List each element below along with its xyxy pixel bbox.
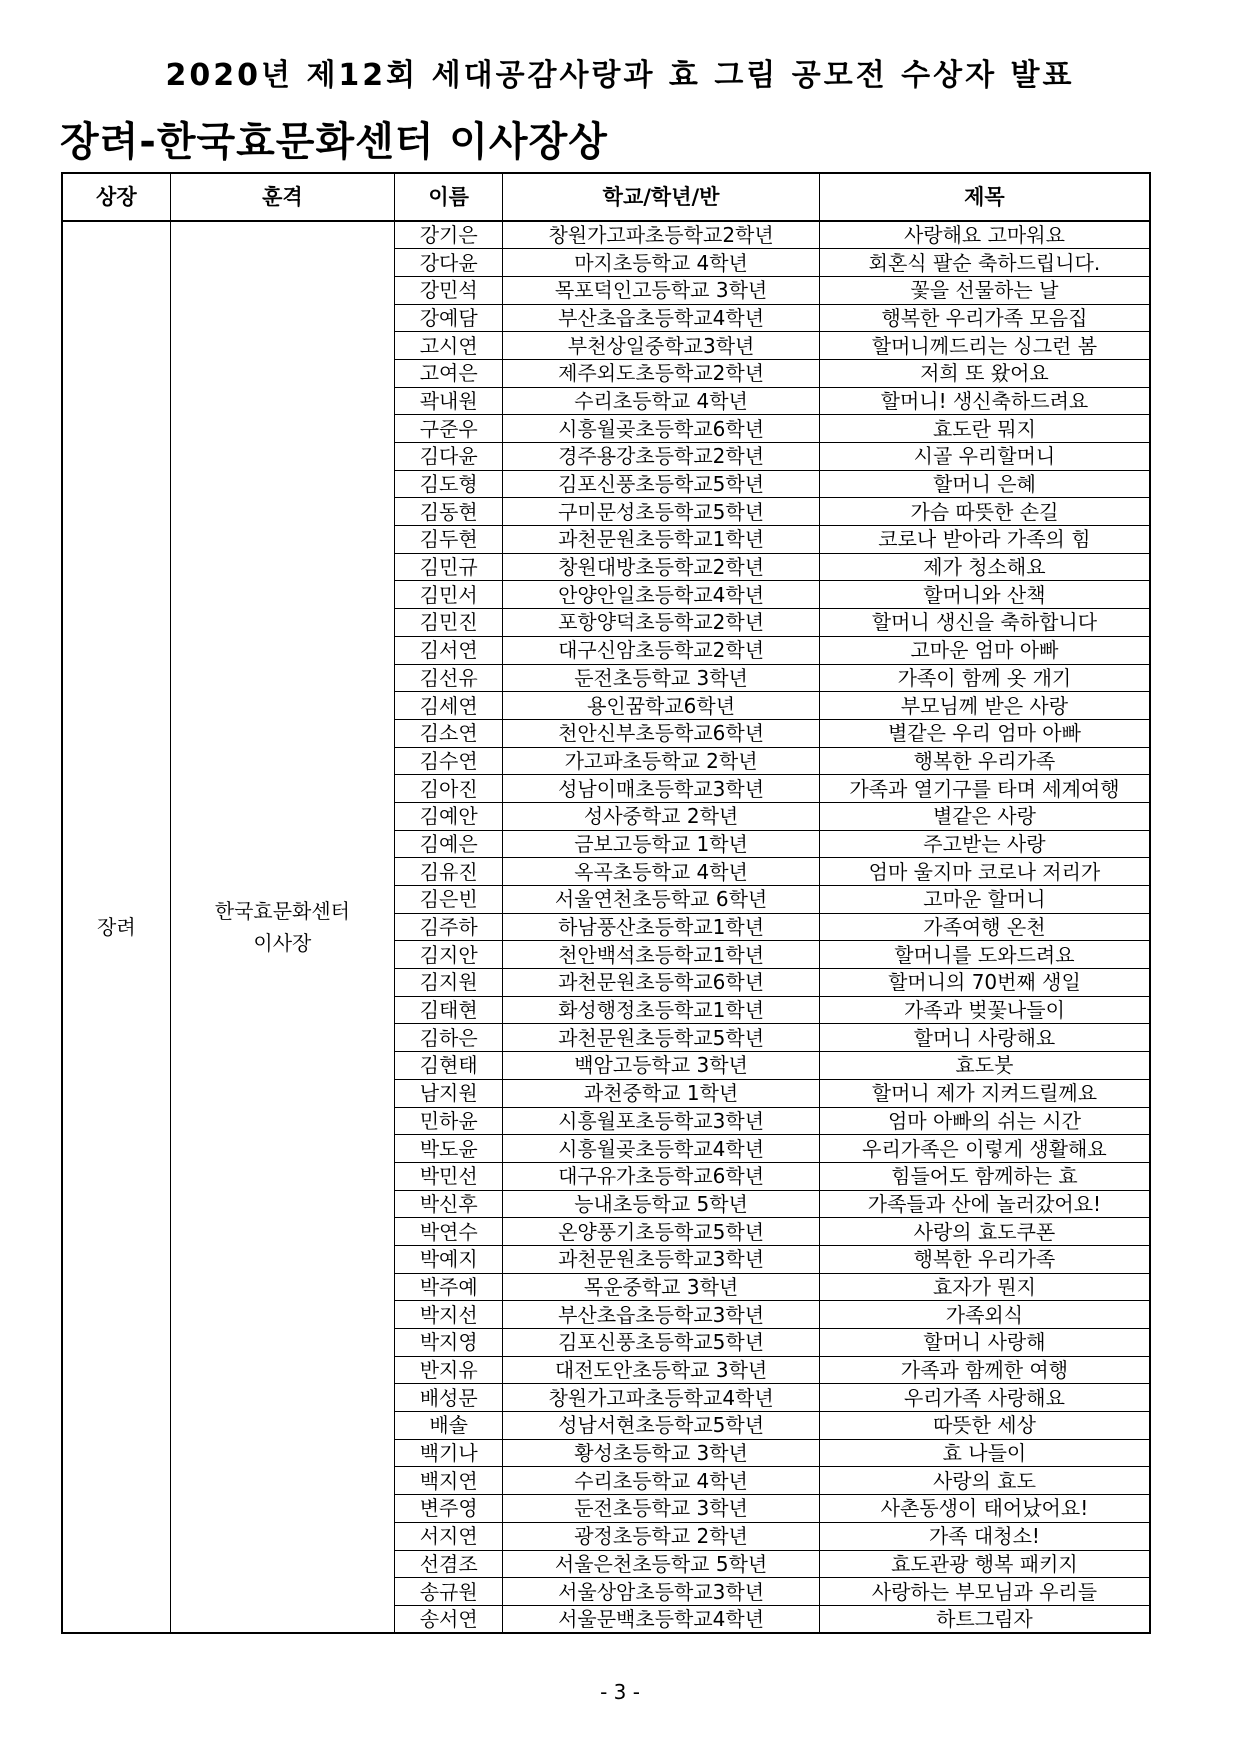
school-cell: 하남풍산초등학교1학년 <box>503 913 820 941</box>
name-cell: 백기나 <box>395 1439 503 1467</box>
rank-cell <box>170 221 394 1633</box>
name-cell: 김현태 <box>395 1052 503 1080</box>
name-cell: 김다윤 <box>395 443 503 471</box>
work-title-cell: 가족여행 온천 <box>819 913 1150 941</box>
work-title-cell: 할머니 사랑해 <box>819 1329 1150 1357</box>
document-title: 2020년 제12회 세대공감사랑과 효 그림 공모전 수상자 발표 <box>165 58 1075 93</box>
name-cell: 박주예 <box>395 1273 503 1301</box>
work-title-cell: 할머니 제가 지켜드릴께요 <box>819 1079 1150 1107</box>
work-title-cell: 회혼식 팔순 축하드립니다. <box>819 249 1150 277</box>
header-school: 학교/학년/반 <box>503 173 820 221</box>
school-cell: 성사중학교 2학년 <box>503 802 820 830</box>
school-cell: 용인꿈학교6학년 <box>503 692 820 720</box>
name-cell: 김동현 <box>395 498 503 526</box>
work-title-cell: 별같은 우리 엄마 아빠 <box>819 719 1150 747</box>
school-cell: 과천문원초등학교3학년 <box>503 1245 820 1273</box>
school-cell: 목운중학교 3학년 <box>503 1273 820 1301</box>
name-cell: 백지연 <box>395 1467 503 1495</box>
work-title-cell: 제가 청소해요 <box>819 553 1150 581</box>
work-title-cell: 코로나 받아라 가족의 힘 <box>819 526 1150 554</box>
school-cell: 성남서현초등학교5학년 <box>503 1412 820 1440</box>
name-cell: 김서연 <box>395 636 503 664</box>
header-work-title: 제목 <box>819 173 1150 221</box>
work-title-cell: 할머니를 도와드려요 <box>819 941 1150 969</box>
work-title-cell: 할머니! 생신축하드려요 <box>819 387 1150 415</box>
name-cell: 민하윤 <box>395 1107 503 1135</box>
header-rank: 훈격 <box>170 173 394 221</box>
work-title-cell: 사랑의 효도쿠폰 <box>819 1218 1150 1246</box>
work-title-cell: 주고받는 사랑 <box>819 830 1150 858</box>
work-title-cell: 가족과 벚꽃나들이 <box>819 996 1150 1024</box>
work-title-cell: 부모님께 받은 사랑 <box>819 692 1150 720</box>
table-header-row <box>62 173 1150 221</box>
name-cell: 송서연 <box>395 1605 503 1633</box>
work-title-cell: 할머니의 70번째 생일 <box>819 969 1150 997</box>
school-cell: 부산초읍초등학교3학년 <box>503 1301 820 1329</box>
name-cell: 김하은 <box>395 1024 503 1052</box>
school-cell: 화성행정초등학교1학년 <box>503 996 820 1024</box>
school-cell: 둔전초등학교 3학년 <box>503 1495 820 1523</box>
work-title-cell: 할머니 은혜 <box>819 470 1150 498</box>
school-cell: 서울문백초등학교4학년 <box>503 1605 820 1633</box>
rank-line-2: 이사장 <box>253 931 312 956</box>
school-cell: 창원대방초등학교2학년 <box>503 553 820 581</box>
name-cell: 김민서 <box>395 581 503 609</box>
work-title-cell: 할머니 사랑해요 <box>819 1024 1150 1052</box>
school-cell: 포항양덕초등학교2학년 <box>503 609 820 637</box>
name-cell: 송규원 <box>395 1578 503 1606</box>
name-cell: 김은빈 <box>395 886 503 914</box>
name-cell: 박신후 <box>395 1190 503 1218</box>
page-number: - 3 - <box>600 1680 640 1704</box>
header-name: 이름 <box>395 173 503 221</box>
name-cell: 김소연 <box>395 719 503 747</box>
school-cell: 경주용강초등학교2학년 <box>503 443 820 471</box>
school-cell: 가고파초등학교 2학년 <box>503 747 820 775</box>
name-cell: 김지원 <box>395 969 503 997</box>
work-title-cell: 가족과 함께한 여행 <box>819 1356 1150 1384</box>
school-cell: 대전도안초등학교 3학년 <box>503 1356 820 1384</box>
work-title-cell: 행복한 우리가족 <box>819 1245 1150 1273</box>
school-cell: 창원가고파초등학교2학년 <box>503 221 820 249</box>
work-title-cell: 행복한 우리가족 <box>819 747 1150 775</box>
work-title-cell: 엄마 울지마 코로나 저리가 <box>819 858 1150 886</box>
school-cell: 백암고등학교 3학년 <box>503 1052 820 1080</box>
work-title-cell: 효자가 뭔지 <box>819 1273 1150 1301</box>
name-cell: 강다윤 <box>395 249 503 277</box>
school-cell: 과천중학교 1학년 <box>503 1079 820 1107</box>
school-cell: 과천문원초등학교1학년 <box>503 526 820 554</box>
name-cell: 김아진 <box>395 775 503 803</box>
work-title-cell: 고마운 할머니 <box>819 886 1150 914</box>
work-title-cell: 시골 우리할머니 <box>819 443 1150 471</box>
school-cell: 서울연천초등학교 6학년 <box>503 886 820 914</box>
school-cell: 과천문원초등학교5학년 <box>503 1024 820 1052</box>
header-award: 상장 <box>62 173 170 221</box>
name-cell: 남지원 <box>395 1079 503 1107</box>
work-title-cell: 저희 또 왔어요 <box>819 359 1150 387</box>
work-title-cell: 효 나들이 <box>819 1439 1150 1467</box>
rank-line-1: 한국효문화센터 <box>214 899 351 924</box>
school-cell: 금보고등학교 1학년 <box>503 830 820 858</box>
name-cell: 변주영 <box>395 1495 503 1523</box>
work-title-cell: 가족이 함께 옷 개기 <box>819 664 1150 692</box>
winners-table <box>61 172 1151 1634</box>
school-cell: 시흥월곶초등학교6학년 <box>503 415 820 443</box>
name-cell: 김유진 <box>395 858 503 886</box>
work-title-cell: 가족과 열기구를 타며 세계여행 <box>819 775 1150 803</box>
school-cell: 김포신풍초등학교5학년 <box>503 1329 820 1357</box>
school-cell: 창원가고파초등학교4학년 <box>503 1384 820 1412</box>
name-cell: 고시연 <box>395 332 503 360</box>
school-cell: 수리초등학교 4학년 <box>503 1467 820 1495</box>
name-cell: 김지안 <box>395 941 503 969</box>
name-cell: 김민진 <box>395 609 503 637</box>
school-cell: 서울은천초등학교 5학년 <box>503 1550 820 1578</box>
school-cell: 수리초등학교 4학년 <box>503 387 820 415</box>
school-cell: 구미문성초등학교5학년 <box>503 498 820 526</box>
name-cell: 고여은 <box>395 359 503 387</box>
name-cell: 김세연 <box>395 692 503 720</box>
work-title-cell: 엄마 아빠의 쉬는 시간 <box>819 1107 1150 1135</box>
school-cell: 안양안일초등학교4학년 <box>503 581 820 609</box>
work-title-cell: 할머니와 산책 <box>819 581 1150 609</box>
school-cell: 천안신부초등학교6학년 <box>503 719 820 747</box>
school-cell: 천안백석초등학교1학년 <box>503 941 820 969</box>
work-title-cell: 효도붓 <box>819 1052 1150 1080</box>
school-cell: 김포신풍초등학교5학년 <box>503 470 820 498</box>
work-title-cell: 효도란 뭐지 <box>819 415 1150 443</box>
school-cell: 대구신암초등학교2학년 <box>503 636 820 664</box>
school-cell: 시흥월포초등학교3학년 <box>503 1107 820 1135</box>
name-cell: 강예담 <box>395 304 503 332</box>
table-row <box>62 221 1150 249</box>
name-cell: 곽내원 <box>395 387 503 415</box>
school-cell: 옥곡초등학교 4학년 <box>503 858 820 886</box>
name-cell: 박연수 <box>395 1218 503 1246</box>
school-cell: 성남이매초등학교3학년 <box>503 775 820 803</box>
name-cell: 박지영 <box>395 1329 503 1357</box>
work-title-cell: 가족들과 산에 놀러갔어요! <box>819 1190 1150 1218</box>
name-cell: 김예안 <box>395 802 503 830</box>
name-cell: 박지선 <box>395 1301 503 1329</box>
name-cell: 배성문 <box>395 1384 503 1412</box>
work-title-cell: 가족 대청소! <box>819 1522 1150 1550</box>
work-title-cell: 행복한 우리가족 모음집 <box>819 304 1150 332</box>
work-title-cell: 사랑해요 고마워요 <box>819 221 1150 249</box>
award-cell: 장려 <box>62 221 170 1633</box>
school-cell: 대구유가초등학교6학년 <box>503 1162 820 1190</box>
school-cell: 제주외도초등학교2학년 <box>503 359 820 387</box>
work-title-cell: 하트그림자 <box>819 1605 1150 1633</box>
school-cell: 마지초등학교 4학년 <box>503 249 820 277</box>
name-cell: 선겸조 <box>395 1550 503 1578</box>
school-cell: 부천상일중학교3학년 <box>503 332 820 360</box>
work-title-cell: 할머니께드리는 싱그런 봄 <box>819 332 1150 360</box>
name-cell: 김주하 <box>395 913 503 941</box>
work-title-cell: 가슴 따뜻한 손길 <box>819 498 1150 526</box>
name-cell: 박예지 <box>395 1245 503 1273</box>
name-cell: 구준우 <box>395 415 503 443</box>
name-cell: 강민석 <box>395 276 503 304</box>
name-cell: 김도형 <box>395 470 503 498</box>
work-title-cell: 힘들어도 함께하는 효 <box>819 1162 1150 1190</box>
work-title-cell: 꽃을 선물하는 날 <box>819 276 1150 304</box>
work-title-cell: 가족외식 <box>819 1301 1150 1329</box>
name-cell: 배솔 <box>395 1412 503 1440</box>
school-cell: 시흥월곶초등학교4학년 <box>503 1135 820 1163</box>
school-cell: 능내초등학교 5학년 <box>503 1190 820 1218</box>
school-cell: 온양풍기초등학교5학년 <box>503 1218 820 1246</box>
school-cell: 과천문원초등학교6학년 <box>503 969 820 997</box>
name-cell: 김태현 <box>395 996 503 1024</box>
name-cell: 서지연 <box>395 1522 503 1550</box>
work-title-cell: 사랑하는 부모님과 우리들 <box>819 1578 1150 1606</box>
work-title-cell: 우리가족은 이렇게 생활해요 <box>819 1135 1150 1163</box>
work-title-cell: 사촌동생이 태어났어요! <box>819 1495 1150 1523</box>
school-cell: 둔전초등학교 3학년 <box>503 664 820 692</box>
name-cell: 강기은 <box>395 221 503 249</box>
table-body <box>62 221 1150 1633</box>
award-section-title: 장려-한국효문화센터 이사장상 <box>60 119 608 165</box>
school-cell: 광정초등학교 2학년 <box>503 1522 820 1550</box>
name-cell: 박민선 <box>395 1162 503 1190</box>
work-title-cell: 별같은 사랑 <box>819 802 1150 830</box>
school-cell: 황성초등학교 3학년 <box>503 1439 820 1467</box>
school-cell: 목포덕인고등학교 3학년 <box>503 276 820 304</box>
name-cell: 김민규 <box>395 553 503 581</box>
work-title-cell: 우리가족 사랑해요 <box>819 1384 1150 1412</box>
name-cell: 김선유 <box>395 664 503 692</box>
name-cell: 김두현 <box>395 526 503 554</box>
work-title-cell: 따뜻한 세상 <box>819 1412 1150 1440</box>
name-cell: 박도윤 <box>395 1135 503 1163</box>
school-cell: 부산초읍초등학교4학년 <box>503 304 820 332</box>
work-title-cell: 할머니 생신을 축하합니다 <box>819 609 1150 637</box>
work-title-cell: 효도관광 행복 패키지 <box>819 1550 1150 1578</box>
school-cell: 서울상암초등학교3학년 <box>503 1578 820 1606</box>
work-title-cell: 고마운 엄마 아빠 <box>819 636 1150 664</box>
name-cell: 반지유 <box>395 1356 503 1384</box>
name-cell: 김수연 <box>395 747 503 775</box>
work-title-cell: 사랑의 효도 <box>819 1467 1150 1495</box>
name-cell: 김예은 <box>395 830 503 858</box>
